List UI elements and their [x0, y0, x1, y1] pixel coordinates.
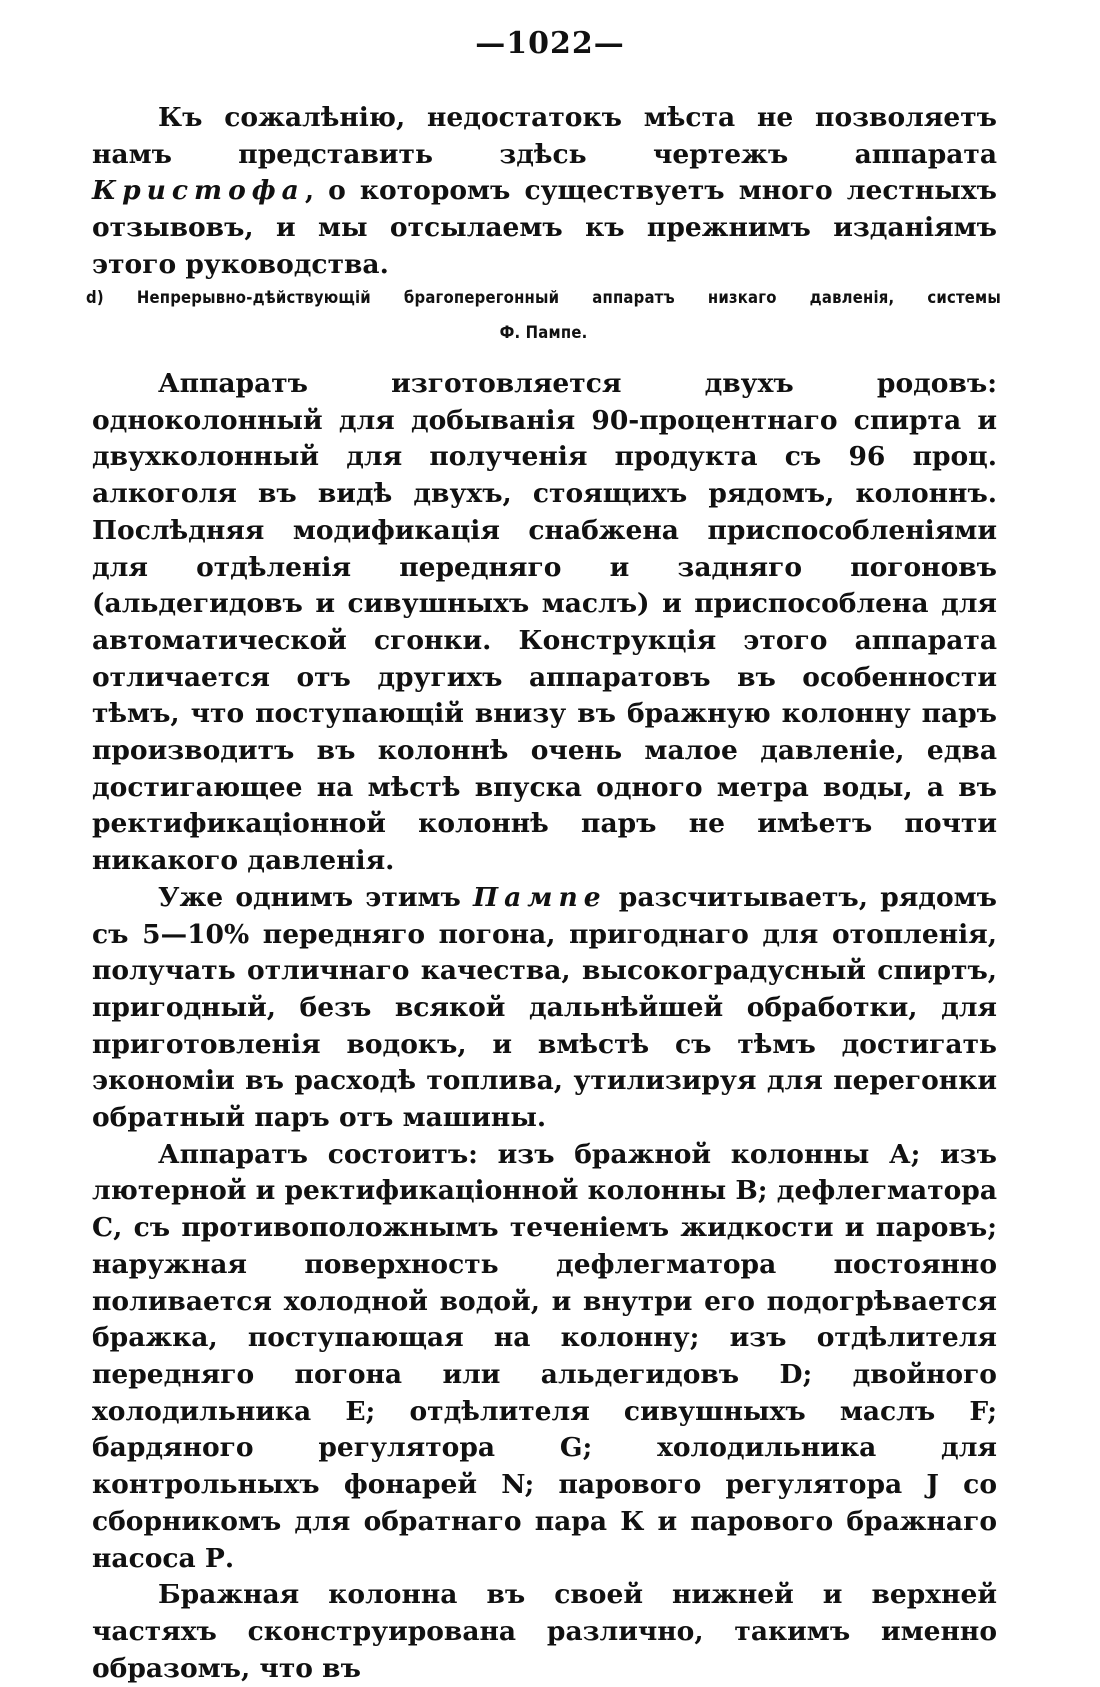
section-heading-line2: Ф. Пампе. [499, 323, 588, 342]
paragraph-4: Бражная колонна въ своей нижней и верхней частяхъ сконструирована различно, такимъ именно образомъ, что въ [92, 1579, 997, 1684]
paragraph-3: Аппаратъ состоитъ: изъ бражной колонны А; изъ лютерной и ректификаціонной колонны В; дефлегматора С, съ противоположнымъ теченіемъ жидкости и паровъ; наружная поверхность дефлегматора постоянно поливается холодной водой, и внутри его подогрѣвается бражка, поступающая на колонну; изъ отдѣлителя передняго погона или альдегидовъ D; двойного холодильника Е; отдѣлителя сивушныхъ маслъ F; бардяного регулятора G; холодильника для контрольныхъ фонарей N; парового регулятора J со сборникомъ для обратнаго пара К и парового бражнаго насоса Р. [92, 1138, 997, 1574]
section-heading [86, 280, 1001, 350]
intro-paragraph [92, 100, 997, 284]
page-number: —1022— [475, 26, 625, 61]
section-heading-line1: d) Непрерывно-дѣйствующій брагоперегонный аппаратъ низкаго давленія, системы [86, 288, 1001, 307]
main-text-block [92, 366, 997, 1687]
intro-text-after: , о которомъ существуетъ много лестныхъ отзывовъ, и мы отсылаемъ къ прежнимъ изданіямъ этого руководства. [92, 175, 997, 280]
paragraph-2 [92, 880, 997, 1137]
paragraph-2-after: разсчитываетъ, рядомъ съ 5—10% передняго погона, пригоднаго для отопленія, получать отличнаго качества, высокоградусный спиртъ, пригодный, безъ всякой дальнѣйшей обработки, для приготовленія водокъ, и вмѣстѣ съ тѣмъ достигать экономіи въ расходѣ топлива, утилизируя для перегонки обратный паръ отъ машины. [92, 881, 997, 1134]
intro-paragraph-block [92, 100, 997, 284]
intro-text-before: Къ сожалѣнію, недостатокъ мѣста не позволяетъ намъ представить здѣсь чертежъ аппарата [92, 102, 997, 170]
intro-name-emphasis: Кристофа [92, 175, 305, 207]
paragraph-1: Аппаратъ изготовляется двухъ родовъ: одноколонный для добыванія 90-процентнаго спирта и двухколонный для полученія продукта съ 96 проц. алкоголя въ видѣ двухъ, стоящихъ рядомъ, колоннъ. Послѣдняя модификація снабжена приспособленіями для отдѣленія передняго и задняго погоновъ (альдегидовъ и сивушныхъ маслъ) и приспособлена для автоматической сгонки. Конструкція этого аппарата отличается отъ другихъ аппаратовъ въ особенности тѣмъ, что поступающій внизу въ бражную колонну паръ производитъ въ колоннѣ очень малое давленіе, едва достигающее на мѣстѣ впуска одного метра воды, а въ ректификаціонной колоннѣ паръ не имѣетъ почти никакого давленія. [92, 368, 997, 877]
paragraph-2-before: Уже однимъ этимъ [158, 881, 474, 913]
paragraph-2-name-emphasis: Пампе [473, 881, 607, 913]
